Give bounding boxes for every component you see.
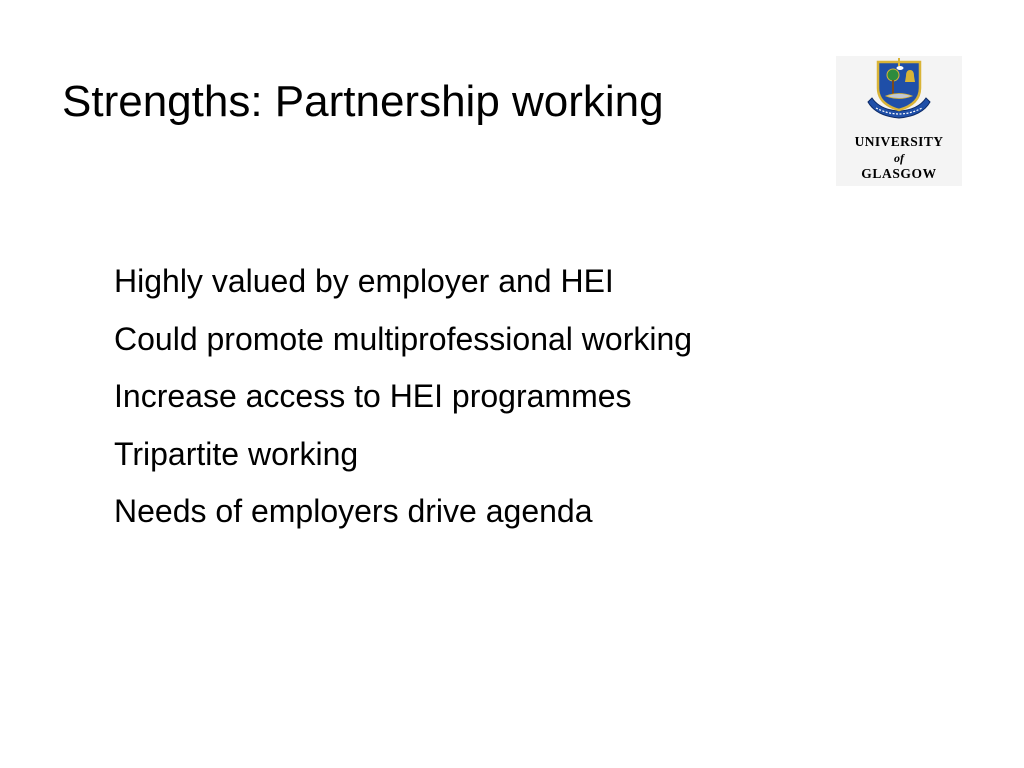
bullet-item: Tripartite working — [114, 435, 359, 472]
slide-title: Strengths: Partnership working — [62, 77, 664, 126]
logo-text-university: UNIVERSITY — [854, 134, 944, 149]
logo-text-glasgow: GLASGOW — [861, 166, 937, 181]
bullet-item: Could promote multiprofessional working — [114, 320, 693, 357]
university-logo — [836, 56, 962, 186]
crest-icon — [866, 58, 932, 132]
bullet-item: Highly valued by employer and HEI — [114, 263, 614, 299]
bullet-item: Increase access to HEI programmes — [114, 378, 632, 414]
bullet-list — [114, 253, 692, 541]
logo-text-of: of — [894, 151, 904, 165]
bullet-item: Needs of employers drive agenda — [114, 493, 593, 529]
